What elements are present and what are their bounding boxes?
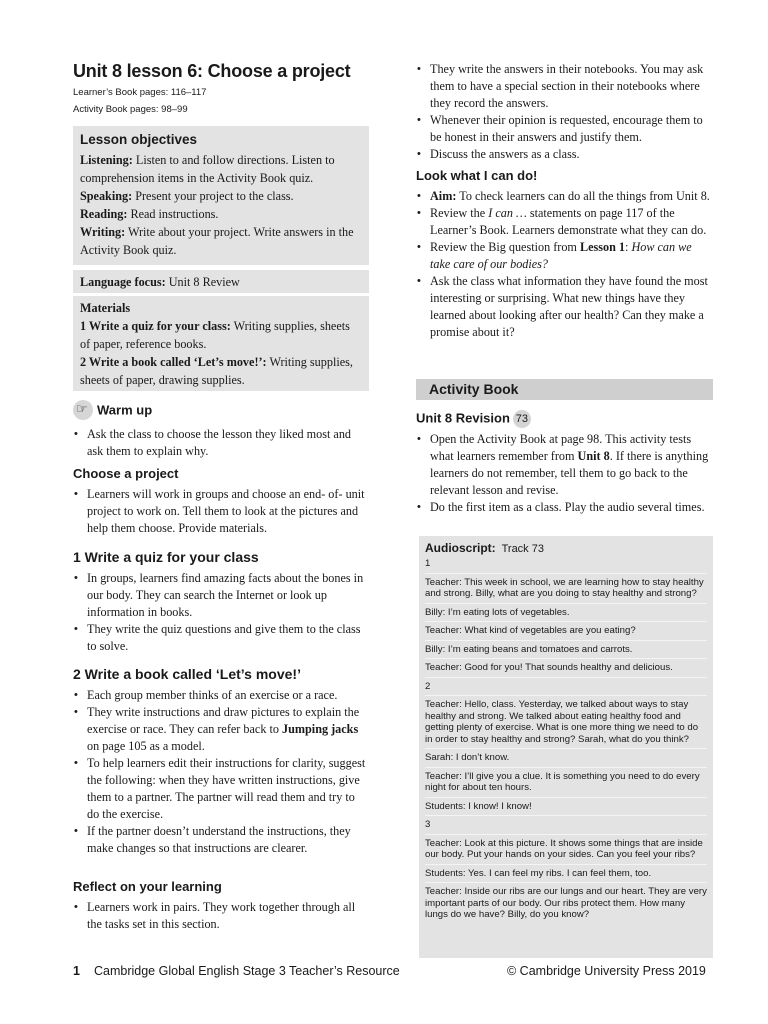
list-item: • Review the Big question from Lesson 1: How can we take care of our bodies? xyxy=(430,239,713,273)
page-title: Unit 8 lesson 6: Choose a project xyxy=(73,61,351,81)
language-focus-box xyxy=(73,270,369,293)
look-what-list xyxy=(416,188,713,341)
list-item: • They write instructions and draw pictures to explain the exercise or race. They can refer back to Jumping jacks on page 105 as a model. xyxy=(87,704,369,755)
audioscript-line: Students: I know! I know! xyxy=(425,797,707,816)
audioscript-line: Teacher: Look at this picture. It shows some things that are inside our body. Put your hands on your sides. Can you feel your ribs? xyxy=(425,834,707,864)
revision-heading: Unit 8 Revision 73 xyxy=(416,410,531,428)
language-focus-label: Language focus: xyxy=(80,275,166,289)
list-item: • Each group member thinks of an exercise or a race. xyxy=(87,687,369,704)
objective-reading: Reading: Read instructions. xyxy=(80,207,219,221)
list-item: • In groups, learners find amazing facts about the bones in our body. They can search the Internet or look up information in books. xyxy=(87,570,369,621)
reflect-list xyxy=(73,899,369,933)
audioscript-line: Students: Yes. I can feel my ribs. I can feel them, too. xyxy=(425,864,707,883)
right-top-list xyxy=(416,61,713,163)
audioscript-line: 2 xyxy=(425,677,707,696)
audioscript-header: Audioscript: Track 73 xyxy=(425,541,544,555)
choose-project-heading: Choose a project xyxy=(73,466,179,481)
list-item: • They write the answers in their notebooks. You may ask them to have a special section in their notebooks where they record the answers. xyxy=(430,61,713,112)
revision-list xyxy=(416,431,713,516)
audioscript-line: Teacher: Good for you! That sounds healthy and delicious. xyxy=(425,658,707,677)
track-number-badge: 73 xyxy=(513,410,531,428)
look-what-heading: Look what I can do! xyxy=(416,168,538,183)
warm-up-heading: ☞Warm up xyxy=(73,401,152,421)
audioscript-line: Teacher: Hello, class. Yesterday, we talked about ways to stay healthy and strong. We talked about eating healthy food and getting plenty of exercise. What is one more thing we need to do in order to stay healthy and strong? Sarah, what do you think? xyxy=(425,695,707,748)
list-item: • Aim: To check learners can do all the things from Unit 8. xyxy=(430,188,713,205)
objective-speaking: Speaking: Present your project to the class. xyxy=(80,189,294,203)
book-list xyxy=(73,687,369,857)
language-focus-text: Unit 8 Review xyxy=(165,275,240,289)
reflect-heading: Reflect on your learning xyxy=(73,879,222,894)
learners-book-pages: Learner’s Book pages: 116–117 xyxy=(73,87,207,98)
list-item: • They write the quiz questions and give them to the class to solve. xyxy=(87,621,369,655)
list-item: • To help learners edit their instructions for clarity, suggest the following: when they have written instructions, give them to a partner. The partner will read them and try to do the exercise. xyxy=(87,755,369,823)
materials-box xyxy=(73,296,369,391)
list-item: • Discuss the answers as a class. xyxy=(430,146,713,163)
list-item: • If the partner doesn’t understand the instructions, they make changes so that instructions are clearer. xyxy=(87,823,369,857)
audioscript-line: 1 xyxy=(425,558,431,569)
quiz-heading: 1 Write a quiz for your class xyxy=(73,549,259,565)
footer-copyright: © Cambridge University Press 2019 xyxy=(507,964,706,978)
audioscript-box xyxy=(419,536,713,958)
audioscript-line: 3 xyxy=(425,815,707,834)
objective-listening: Listening: Listen to and follow directions. Listen to comprehension items in the Activity Book quiz. xyxy=(80,153,335,185)
list-item: • Whenever their opinion is requested, encourage them to be honest in their answers and justify them. xyxy=(430,112,713,146)
materials-heading: Materials xyxy=(80,301,131,315)
choose-project-list xyxy=(73,486,369,537)
list-item: • Ask the class what information they have found the most interesting or surprising. What new things have they learned about looking after our health? Can they make a promise about it? xyxy=(430,273,713,341)
audioscript-line: Teacher: Inside our ribs are our lungs and our heart. They are very important parts of our body. Our ribs protect them. How many lungs do we have? Billy, do you know? xyxy=(425,882,707,924)
objective-writing: Writing: Write about your project. Write answers in the Activity Book quiz. xyxy=(80,225,354,257)
audioscript-lines xyxy=(425,555,707,924)
list-item: • Do the first item as a class. Play the audio several times. xyxy=(430,499,713,516)
list-item: • Learners work in pairs. They work together through all the tasks set in this section. xyxy=(87,899,369,933)
activity-book-bar: Activity Book xyxy=(416,379,713,400)
list-item: • Ask the class to choose the lesson they liked most and ask them to explain why. xyxy=(87,426,369,460)
audioscript-line: Teacher: I’ll give you a clue. It is something you need to do every night for about ten hours. xyxy=(425,767,707,797)
materials-item-1: 1 Write a quiz for your class: Writing supplies, sheets of paper, reference books. xyxy=(80,319,350,351)
book-heading: 2 Write a book called ‘Let’s move!’ xyxy=(73,666,301,682)
list-item: • Learners will work in groups and choose an end- of- unit project to work on. Tell them to look at the pictures and help them choose. Provide materials. xyxy=(87,486,369,537)
quiz-list xyxy=(73,570,369,655)
footer-page-number: 1 xyxy=(73,964,80,978)
list-item: • Review the I can … statements on page 117 of the Learner’s Book. Learners demonstrate what they can do. xyxy=(430,205,713,239)
list-item: • Open the Activity Book at page 98. This activity tests what learners remember from Unit 8. If there is anything learners do not remember, tell them to go back to the relevant lesson and revise. xyxy=(430,431,713,499)
lesson-objectives-heading: Lesson objectives xyxy=(80,132,198,147)
pointing-hand-icon xyxy=(73,400,93,420)
footer-series: Cambridge Global English Stage 3 Teacher’s Resource xyxy=(94,964,400,978)
warm-up-list xyxy=(73,426,369,460)
audioscript-line: Billy: I’m eating beans and tomatoes and carrots. xyxy=(425,640,707,659)
lesson-objectives-box xyxy=(73,126,369,265)
audioscript-line: Teacher: What kind of vegetables are you eating? xyxy=(425,621,707,640)
audioscript-line: Billy: I’m eating lots of vegetables. xyxy=(425,603,707,622)
audioscript-line: Teacher: This week in school, we are learning how to stay healthy and strong. Billy, what are you doing to stay healthy and strong? xyxy=(425,573,707,603)
materials-item-2: 2 Write a book called ‘Let’s move!’: Writing supplies, sheets of paper, drawing supplies. xyxy=(80,355,353,387)
activity-book-pages: Activity Book pages: 98–99 xyxy=(73,104,188,115)
audioscript-line: Sarah: I don’t know. xyxy=(425,748,707,767)
